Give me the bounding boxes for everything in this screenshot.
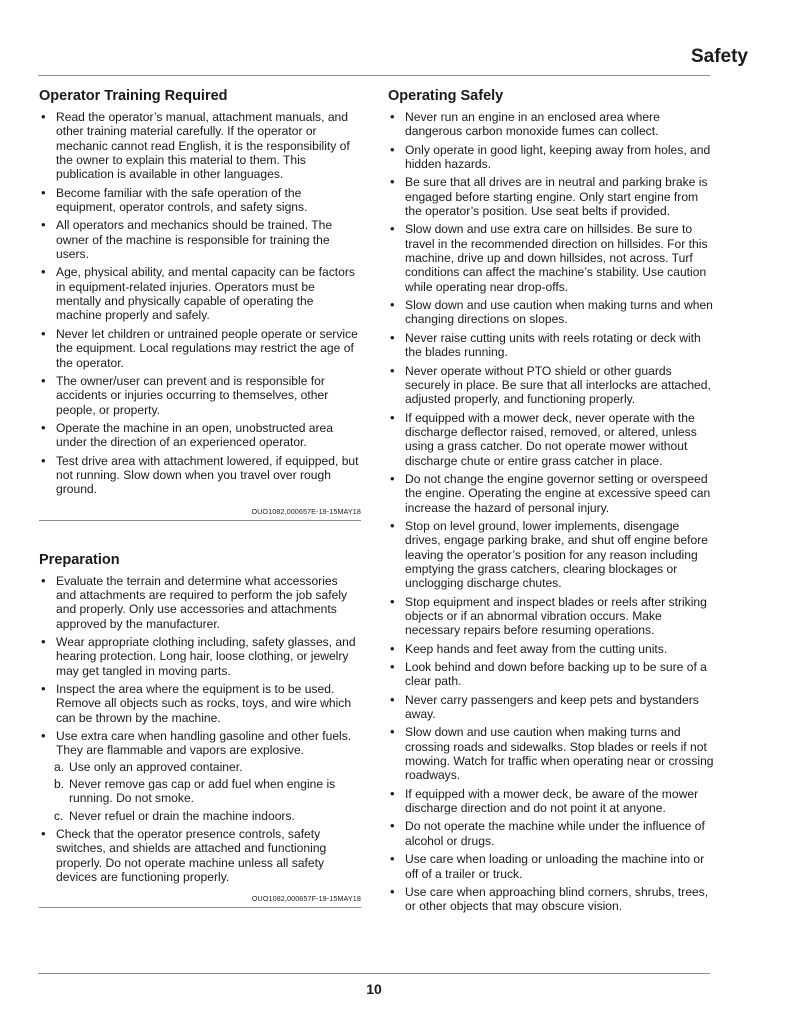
list-item: • Never run an engine in an enclosed area where dangerous carbon monoxide fumes can collect. [388, 110, 714, 139]
section-divider [39, 520, 361, 521]
list-item: • The owner/user can prevent and is responsible for accidents or injuries occurring to themselves, other people, or property. [39, 374, 361, 417]
list-item: • Look behind and down before backing up to be sure of a clear path. [388, 660, 714, 689]
sub-list-text: Never remove gas cap or add fuel when engine is running. Do not smoke. [69, 777, 336, 806]
sub-list-item [54, 760, 361, 774]
list-item: • Become familiar with the safe operation of the equipment, operator controls, and safety signs. [39, 186, 361, 215]
preparation-section [39, 551, 361, 909]
section-heading-operating-safely: Operating Safely [388, 88, 504, 104]
left-column [39, 87, 361, 908]
sub-list-letter: b. [54, 777, 65, 792]
list-item: • Inspect the area where the equipment is to be used. Remove all objects such as rocks, toys, and wire which can be thrown by the machine. [39, 682, 361, 725]
title-divider [38, 75, 710, 76]
section-divider [39, 907, 361, 908]
list-item: • Never let children or untrained people operate or service the equipment. Local regulations may restrict the age of the operator. [39, 327, 361, 370]
list-item: • Never raise cutting units with reels rotating or deck with the blades running. [388, 331, 714, 360]
operator-training-section [39, 87, 361, 521]
section-heading-preparation: Preparation [39, 551, 120, 568]
list-item: • Use care when approaching blind corners, shrubs, trees, or other objects that may obscure vision. [388, 885, 714, 914]
preparation-list [39, 574, 361, 885]
list-item: • Stop on level ground, lower implements, disengage drives, engage parking brake, and shut off engine before leaving the operator’s position for any reason including emptying the grass catchers, clearing blockages or unclogging discharge chutes. [388, 519, 714, 591]
list-item: • Never carry passengers and keep pets and bystanders away. [388, 693, 714, 722]
list-item-text: Use extra care when handling gasoline and other fuels. They are flammable and vapors are explosive. [56, 729, 352, 758]
section-code: OUO1082,000657E-19-15MAY18 [251, 506, 361, 516]
sub-list-item [54, 809, 361, 823]
list-item: • Age, physical ability, and mental capacity can be factors in equipment-related injuries. Operators must be mentally and physically capable of operating the machine properly and safely. [39, 265, 361, 322]
operating-safely-section [388, 87, 714, 914]
sub-list-letter: a. [54, 759, 65, 774]
list-item: • Operate the machine in an open, unobstructed area under the direction of an experienced operator. [39, 421, 361, 450]
list-item: • Evaluate the terrain and determine what accessories and attachments are required to perform the job safely and properly. Only use accessories and attachments approved by the manufacturer. [39, 574, 361, 631]
list-item: • Test drive area with attachment lowered, if equipped, but not running. Slow down when you travel over rough ground. [39, 454, 361, 497]
list-item: • Read the operator’s manual, attachment manuals, and other training material carefully. If the operator or mechanic cannot read English, it is the responsibility of the owner to explain this material to them. This publication is available in other languages. [39, 110, 361, 182]
list-item: • Stop equipment and inspect blades or reels after striking objects or if an abnormal vibration occurs. Make necessary repairs before resuming operations. [388, 595, 714, 638]
list-item: • If equipped with a mower deck, never operate with the discharge deflector raised, removed, or altered, unless using a grass catcher. Do not operate mower without discharge chute or entire grass catcher in place. [388, 411, 714, 468]
list-item: • Slow down and use caution when making turns and crossing roads and sidewalks. Stop blades or reels if not mowing. Watch for traffic when operating near or crossing roadways. [388, 725, 714, 782]
page-number: 10 [366, 981, 382, 997]
list-item: • All operators and mechanics should be trained. The owner of the machine is responsible for training the users. [39, 218, 361, 261]
operating-safely-list [388, 110, 714, 914]
list-item: • Wear appropriate clothing including, safety glasses, and hearing protection. Long hair, loose clothing, or jewelry may get tangled in moving parts. [39, 635, 361, 678]
list-item-fuel [39, 729, 361, 823]
list-item: • Slow down and use extra care on hillsides. Be sure to travel in the recommended direction on hillsides. For this machine, drive up and down hillsides, not across. Turf conditions can affect the machine’s stability. Use caution while operating near drop-offs. [388, 222, 714, 294]
section-heading-operator-training: Operator Training Required [39, 88, 228, 104]
list-item: • Check that the operator presence controls, safety switches, and shields are attached and functioning properly. Do not operate machine unless all safety devices are functioning properly. [39, 827, 361, 884]
sub-list-text: Never refuel or drain the machine indoors. [69, 808, 295, 823]
right-column [388, 87, 714, 918]
sub-list-item [54, 777, 361, 806]
footer-divider [38, 973, 710, 974]
list-item: • Do not operate the machine while under the influence of alcohol or drugs. [388, 819, 714, 848]
list-item: • If equipped with a mower deck, be aware of the mower discharge direction and do not point it at anyone. [388, 787, 714, 816]
list-item: • Slow down and use caution when making turns and when changing directions on slopes. [388, 298, 714, 327]
fuel-sublist [56, 760, 361, 823]
section-code: OUO1082,000657F-19-15MAY18 [251, 894, 361, 904]
list-item: • Only operate in good light, keeping away from holes, and hidden hazards. [388, 143, 714, 172]
sub-list-text: Use only an approved container. [69, 759, 243, 774]
page-title: Safety [690, 46, 748, 67]
list-item: • Never operate without PTO shield or other guards securely in place. Be sure that all interlocks are attached, adjusted properly, and functioning properly. [388, 364, 714, 407]
sub-list-letter: c. [54, 808, 64, 823]
list-item: • Use care when loading or unloading the machine into or off of a trailer or truck. [388, 852, 714, 881]
list-item: • Keep hands and feet away from the cutting units. [388, 642, 714, 656]
list-item: • Be sure that all drives are in neutral and parking brake is engaged before starting engine. Only start engine from the operator’s position. Use seat belts if provided. [388, 175, 714, 218]
list-item: • Do not change the engine governor setting or overspeed the engine. Operating the engine at excessive speed can increase the hazard of personal injury. [388, 472, 714, 515]
operator-training-list [39, 110, 361, 497]
